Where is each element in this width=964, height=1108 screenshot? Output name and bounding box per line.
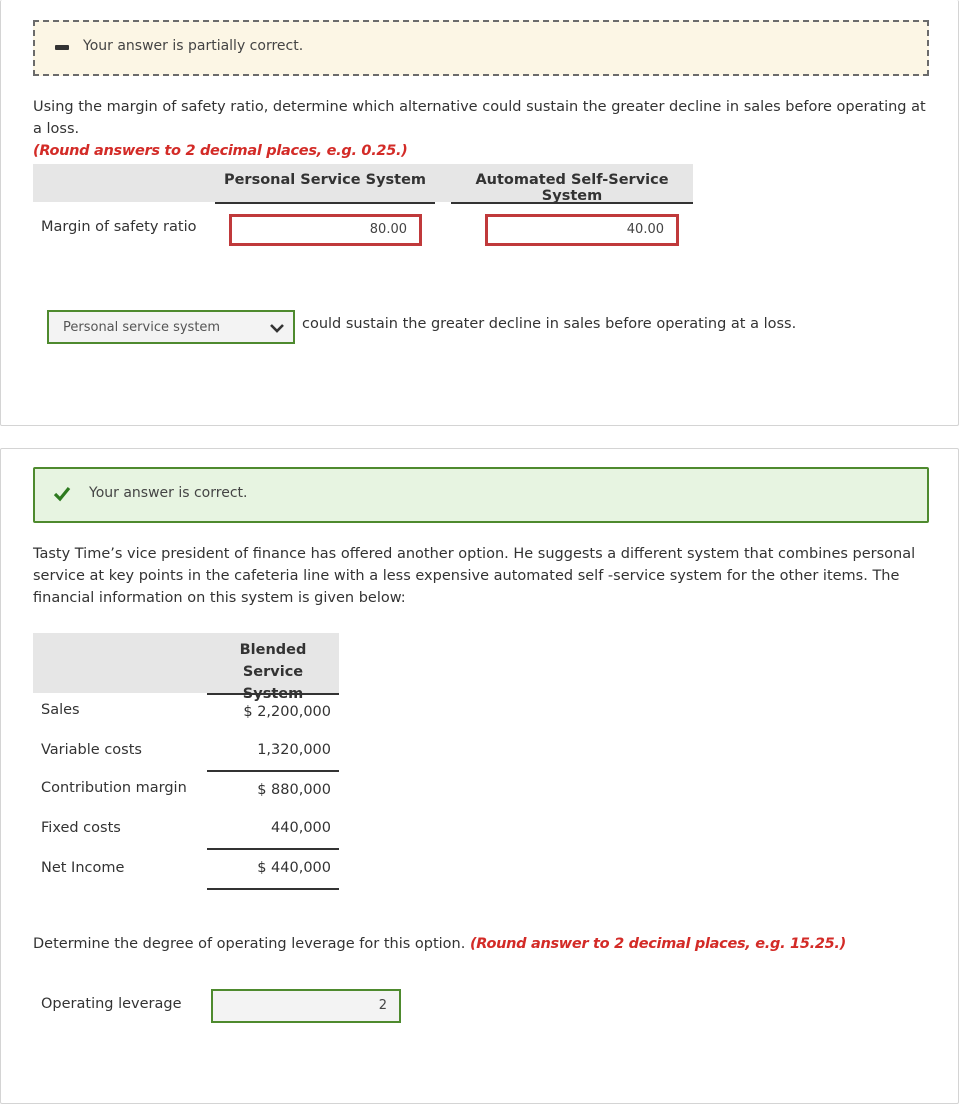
banner-text: Your answer is partially correct. [83, 38, 304, 54]
row-label-margin-of-safety: Margin of safety ratio [41, 219, 197, 235]
value-net-income: $ 440,000 [257, 860, 331, 876]
banner-text: Your answer is correct. [89, 485, 248, 501]
operating-leverage-label: Operating leverage [41, 996, 182, 1012]
alternative-select[interactable] [47, 310, 295, 344]
rounding-instruction: (Round answers to 2 decimal places, e.g. 0.25.) [33, 143, 408, 159]
column-blended-service: Blended Service System [207, 639, 339, 695]
row-label-contribution-margin: Contribution margin [41, 780, 187, 796]
row-label-fixed-costs: Fixed costs [41, 820, 121, 836]
column-personal-service: Personal Service System [215, 172, 435, 204]
value-variable-costs: 1,320,000 [257, 742, 331, 758]
select-value: Personal service system [63, 320, 221, 335]
leverage-question: Determine the degree of operating leverage for this option. (Round answer to 2 decimal places, e.g. 15.25.) [33, 936, 846, 952]
question-part-2 [0, 448, 959, 1104]
total-rule [207, 888, 339, 890]
margin-ratio-personal-input[interactable]: 80.00 [229, 214, 422, 246]
margin-ratio-automated-input[interactable]: 40.00 [485, 214, 679, 246]
row-label-variable-costs: Variable costs [41, 742, 142, 758]
row-label-net-income: Net Income [41, 860, 125, 876]
rounding-instruction: (Round answer to 2 decimal places, e.g. 15.25.) [469, 936, 846, 952]
partial-correct-banner [33, 20, 929, 76]
value-sales: $ 2,200,000 [243, 704, 331, 720]
question-text: Using the margin of safety ratio, determine which alternative could sustain the greater decline in sales before operating at a loss. (Round answers to 2 decimal places, e.g. 0.25.) [33, 99, 926, 159]
value-fixed-costs: 440,000 [271, 820, 331, 836]
chevron-down-icon [269, 322, 285, 334]
scenario-text: Tasty Time’s vice president of finance has offered another option. He suggests a different system that combines personal service at key points in the cafeteria line with a less expensive automated self -service system for the other items. The financial information on this system is given below: [33, 546, 916, 606]
subtotal-rule [207, 770, 339, 772]
question-part-1 [0, 0, 959, 426]
checkmark-icon [53, 485, 71, 503]
row-label-sales: Sales [41, 702, 80, 718]
subtotal-rule [207, 848, 339, 850]
operating-leverage-input[interactable]: 2 [211, 989, 401, 1023]
column-automated-self-service: Automated Self-Service System [451, 172, 693, 204]
correct-banner [33, 467, 929, 523]
value-contribution-margin: $ 880,000 [257, 782, 331, 798]
conclusion-text: could sustain the greater decline in sales before operating at a loss. [302, 316, 797, 332]
minus-icon [53, 39, 71, 57]
